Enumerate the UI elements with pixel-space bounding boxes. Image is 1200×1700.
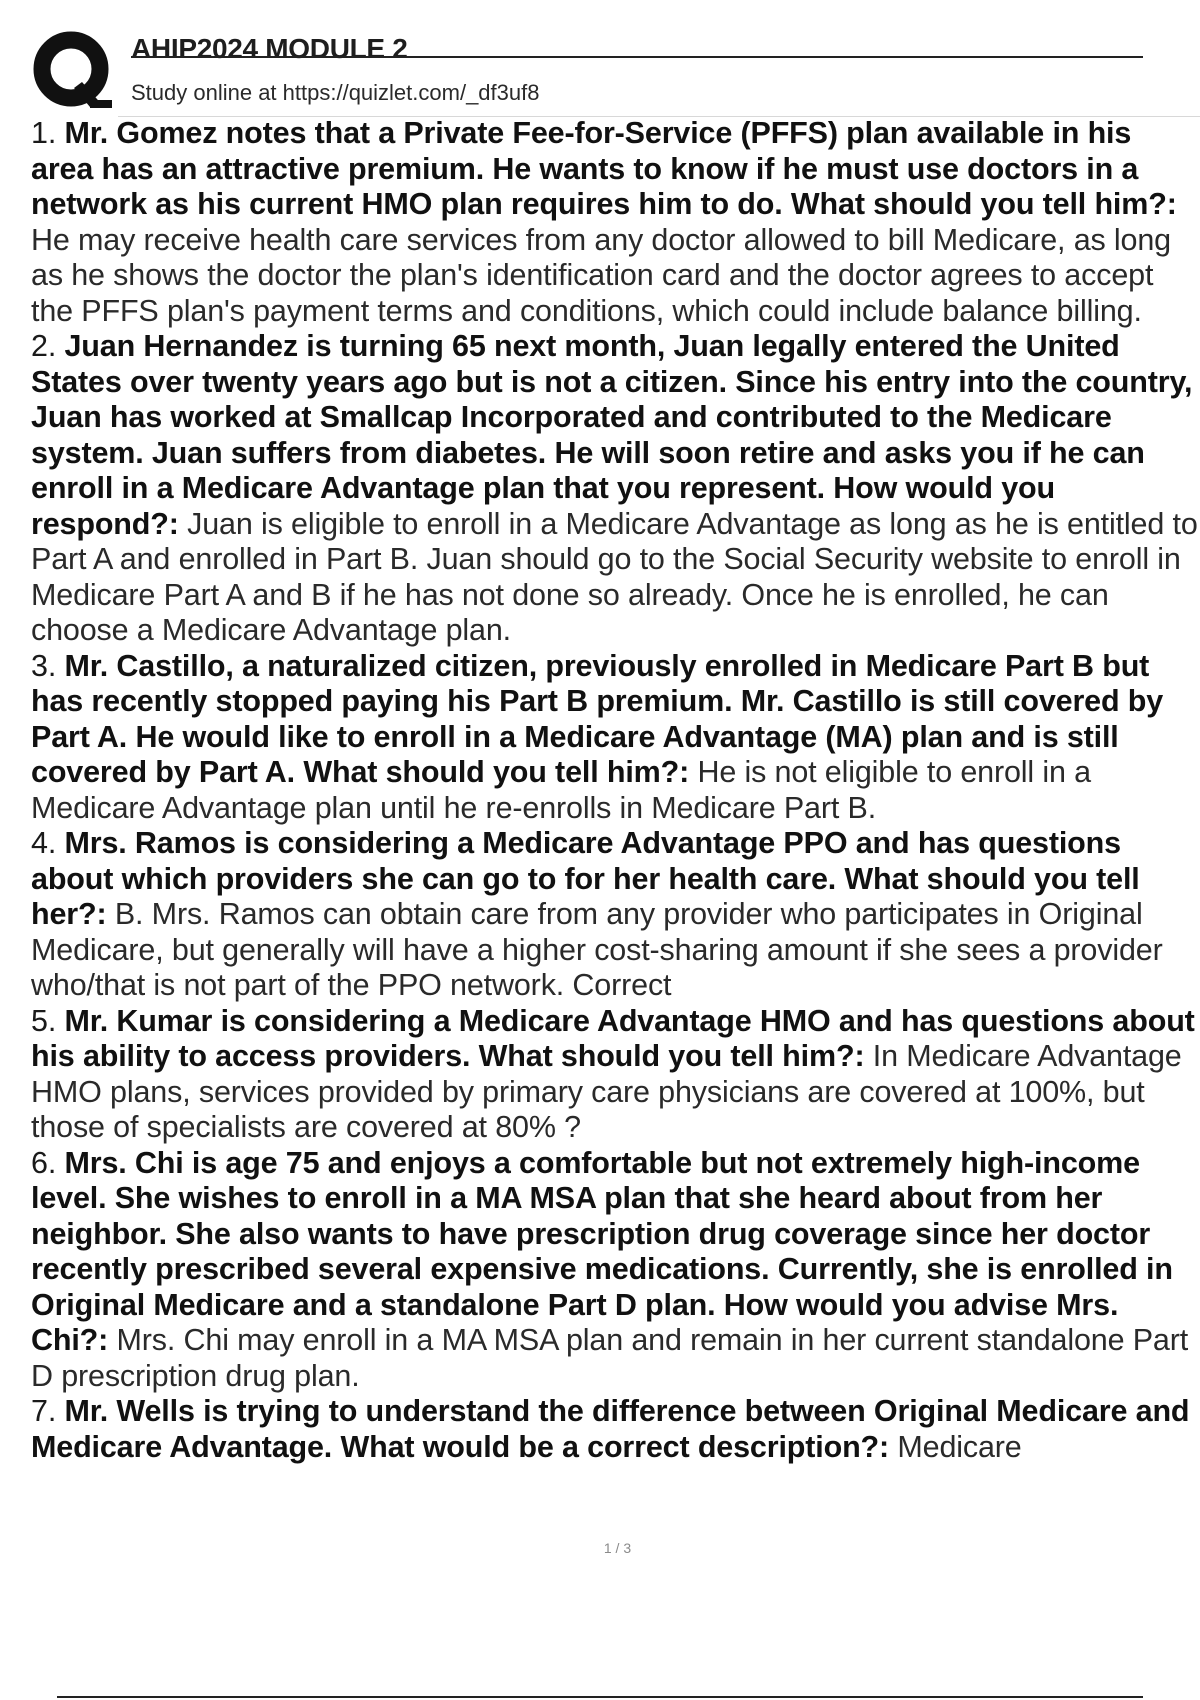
qa-item-7 — [31, 1394, 1200, 1465]
answer-text: Juan is eligible to enroll in a Medicare Advantage as long as he is entitled to Part A and enrolled in Part B. Juan should go to the Social Security website to enroll in Medicare Part A and B if he has not done so already. Once he is enrolled, he can choose a Medicare Advantage plan. — [31, 506, 1198, 647]
document-title: AHIP2024 MODULE 2 — [131, 33, 408, 64]
answer-text: He may receive health care services from any doctor allowed to bill Medicare, as long as he shows the doctor the plan's identification card and the doctor agrees to accept the PFFS plan's payment terms and conditions, which could include balance billing. — [31, 222, 1171, 328]
qa-item-2 — [31, 329, 1200, 649]
question-text: Mr. Castillo, a naturalized citizen, previously enrolled in Medicare Part B but has recently stopped paying his Part B premium. Mr. Castillo is still covered by Part A. He would like to enroll in a Medicare Advantage (MA) plan and is still covered by Part A. What should you tell him?: — [31, 648, 1164, 789]
flashcard-list — [31, 116, 1200, 1506]
qa-item-3 — [31, 649, 1200, 827]
item-number: 6. — [31, 1145, 57, 1180]
item-number: 1. — [31, 116, 57, 150]
title-rule — [131, 56, 1143, 58]
study-online-link[interactable]: Study online at https://quizlet.com/_df3uf8 — [131, 80, 540, 105]
answer-text: Medicare — [897, 1429, 1022, 1464]
question-text: Mr. Kumar is considering a Medicare Advantage HMO and has questions about his ability to access providers. What should you tell him?: — [31, 1003, 1195, 1073]
answer-text: He is not eligible to enroll in a Medicare Advantage plan until he re-enrolls in Medicare Part B. — [31, 755, 1091, 825]
item-number: 7. — [31, 1394, 57, 1428]
qa-item-5 — [31, 1004, 1200, 1146]
document-header — [0, 0, 1200, 118]
item-number: 3. — [31, 648, 57, 683]
item-number: 5. — [31, 1003, 57, 1038]
question-text: Mr. Wells is trying to understand the difference between Original Medicare and Medicare Advantage. What would be a correct description?: — [31, 1394, 1190, 1464]
qa-item-6 — [31, 1146, 1200, 1395]
answer-text: B. Mrs. Ramos can obtain care from any provider who participates in Original Medicare, but generally will have a higher cost-sharing amount if she sees a provider who/that is not part of the PPO network. Correct — [31, 897, 1163, 1002]
question-text: Juan Hernandez is turning 65 next month, Juan legally entered the United States over twenty years ago but is not a citizen. Since his entry into the country, Juan has worked at Smallcap Incorporated and contributed to the Medicare system. Juan suffers from diabetes. He will soon retire and asks you if he can enroll in a Medicare Advantage plan that you represent. How would you respond?: — [31, 329, 1193, 541]
quizlet-logo-icon — [32, 30, 112, 110]
question-text: Mrs. Ramos is considering a Medicare Advantage PPO and has questions about which providers she can go to for her health care. What should you tell her?: — [31, 826, 1140, 931]
answer-text: In Medicare Advantage HMO plans, services provided by primary care physicians are covered at 100%, but those of specialists are covered at 80% ? — [31, 1039, 1182, 1144]
question-text: Mr. Gomez notes that a Private Fee-for-Service (PFFS) plan available in his area has an attractive premium. He wants to know if he must use doctors in a network as his current HMO plan requires him to do. What should you tell him?: — [31, 116, 1177, 221]
qa-item-1 — [31, 116, 1200, 329]
footer-rule — [57, 1696, 1143, 1698]
item-number: 2. — [31, 329, 57, 363]
page-number: 1 / 3 — [603, 1540, 632, 1556]
qa-item-4 — [31, 826, 1200, 1004]
item-number: 4. — [31, 826, 57, 860]
answer-text: Mrs. Chi may enroll in a MA MSA plan and remain in her current standalone Part D prescription drug plan. — [31, 1323, 1189, 1393]
question-text: Mrs. Chi is age 75 and enjoys a comfortable but not extremely high-income level. She wishes to enroll in a MA MSA plan that she heard about from her neighbor. She also wants to have prescription drug coverage since her doctor recently prescribed several expensive medications. Currently, she is enrolled in Original Medicare and a standalone Part D plan. How would you advise Mrs. Chi?: — [31, 1145, 1173, 1357]
